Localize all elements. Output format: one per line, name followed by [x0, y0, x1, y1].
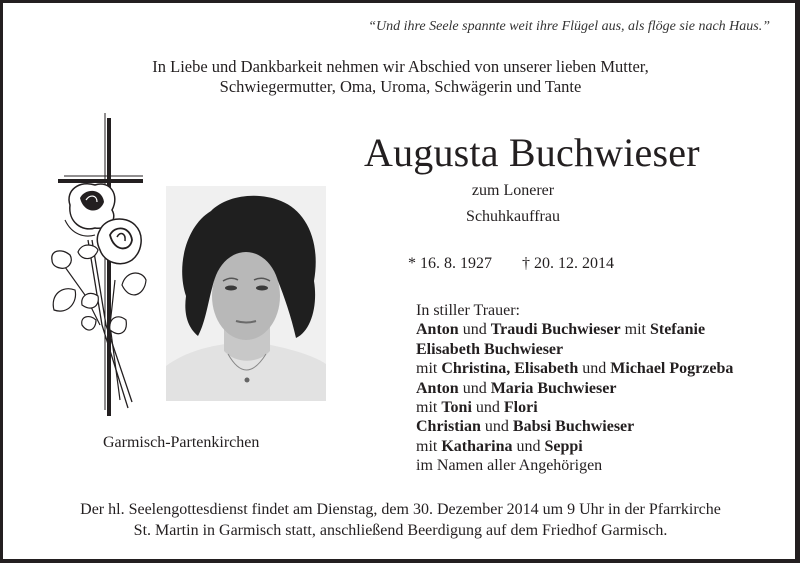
mourner-connector: mit: [416, 360, 442, 378]
mourners-heading: In stiller Trauer:: [416, 302, 520, 319]
mourner-line: [416, 437, 733, 456]
life-dates: [408, 255, 614, 273]
place-of-residence: Garmisch-Partenkirchen: [103, 434, 260, 451]
deceased-name: Augusta Buchwieser: [364, 130, 700, 175]
service-announcement: [3, 499, 798, 541]
mourner-name: Christina, Elisabeth: [441, 360, 579, 378]
mourner-name: Flori: [503, 399, 538, 417]
mourner-connector: und: [480, 418, 513, 436]
mourner-name: Seppi: [544, 437, 583, 455]
mourner-name: Michael Pogrzeba: [610, 360, 734, 378]
intro-line-1: In Liebe und Dankbarkeit nehmen wir Abschied von unserer lieben Mutter,: [152, 57, 649, 76]
motto-quote: “Und ihre Seele spannte weit ihre Flügel aus, als flöge sie nach Haus.”: [368, 19, 770, 34]
mourner-lines: [416, 320, 733, 456]
mourner-line: [416, 417, 733, 436]
mourner-connector: und: [578, 360, 611, 378]
mourner-line: [416, 379, 733, 398]
obituary-notice: [3, 3, 795, 559]
house-name: zum Lonerer: [471, 182, 555, 199]
mourner-name: Elisabeth Buchwieser: [416, 340, 564, 358]
mourner-line: [416, 398, 733, 417]
mourner-name: Anton: [416, 321, 459, 339]
mourners-list: [416, 301, 733, 476]
mourner-name: Anton: [416, 379, 459, 397]
service-line-2: St. Martin in Garmisch statt, anschließend Beerdigung auf dem Friedhof Garmisch.: [133, 522, 668, 539]
mourner-line: [416, 359, 733, 378]
mourner-name: Babsi Buchwieser: [512, 418, 635, 436]
intro-line-2: Schwiegermutter, Oma, Uroma, Schwägerin und Tante: [219, 77, 582, 96]
mourners-closing: im Namen aller Angehörigen: [416, 457, 603, 475]
birth-date: * 16. 8. 1927: [408, 255, 492, 272]
portrait-photo: [166, 186, 326, 401]
mourner-connector: und: [458, 321, 491, 339]
mourner-name: Maria Buchwieser: [490, 379, 617, 397]
occupation: Schuhkauffrau: [466, 208, 560, 225]
mourner-name: Toni: [441, 399, 472, 417]
mourner-name: Traudi Buchwieser: [490, 321, 621, 339]
mourner-name: Stefanie: [649, 321, 706, 339]
mourner-connector: mit: [620, 321, 650, 339]
service-line-1: Der hl. Seelengottesdienst findet am Dienstag, dem 30. Dezember 2014 um 9 Uhr in der Pfarrkirche: [80, 501, 721, 518]
mourner-name: Christian: [416, 418, 481, 436]
mourner-connector: und: [471, 399, 504, 417]
mourner-line: [416, 340, 733, 359]
death-date: † 20. 12. 2014: [522, 255, 614, 272]
mourner-line: [416, 320, 733, 339]
mourner-connector: und: [458, 379, 491, 397]
intro-text: [3, 57, 798, 97]
mourner-connector: mit: [416, 437, 442, 455]
cross-with-roses-icon: [40, 110, 150, 420]
mourner-connector: mit: [416, 399, 442, 417]
mourner-name: Katharina: [441, 437, 513, 455]
mourner-connector: und: [512, 437, 545, 455]
